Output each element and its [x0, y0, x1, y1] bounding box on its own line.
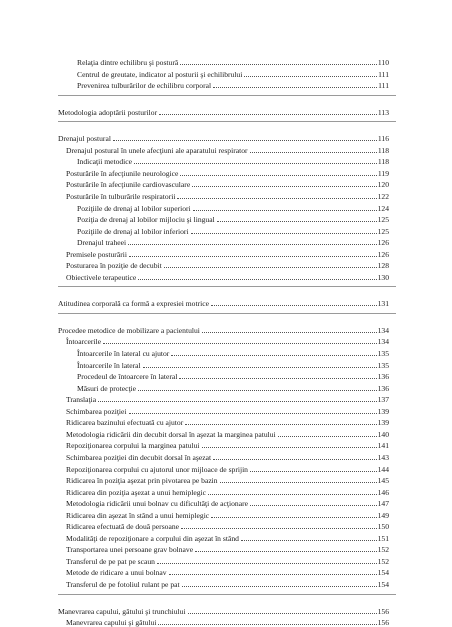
- toc-entry-page-number: 136: [377, 372, 389, 382]
- toc-entry-page-number: 111: [378, 81, 389, 91]
- toc-entry: [66, 335, 389, 346]
- toc-entry: [77, 56, 389, 67]
- toc-entry: [58, 132, 389, 143]
- toc-entry-title: Ridicarea efectuată de două persoane: [66, 522, 179, 532]
- toc-entry-title: Procedeul de întoarcere în lateral: [77, 372, 178, 382]
- toc-entry-title: Transferul de pe fotoliul rulant pe pat: [66, 580, 180, 589]
- toc-entry: [66, 509, 389, 520]
- toc-entry: [58, 297, 389, 308]
- dot-leader: [250, 505, 377, 506]
- dot-leader: [202, 332, 377, 333]
- toc-entry: [66, 520, 389, 531]
- toc-entry: [66, 555, 389, 566]
- dot-leader: [211, 517, 376, 518]
- toc-entry-title: Drenajul traheei: [77, 238, 127, 248]
- toc-entry-page-number: 131: [377, 299, 389, 309]
- toc-entry-page-number: 143: [377, 452, 389, 462]
- toc-entry-title: Prevenirea tulburărilor de echilibru corporal: [77, 81, 212, 91]
- toc-entry-title: Transportarea unei persoane grav bolnave: [66, 545, 194, 555]
- toc-entry-title: Repoziţionarea corpului la marginea patului: [66, 441, 200, 451]
- toc-entry-page-number: 139: [377, 406, 389, 416]
- toc-entry-title: Metode de ridicare a unui bolnav: [66, 568, 167, 578]
- toc-entry: [77, 359, 389, 370]
- dot-leader: [182, 586, 377, 587]
- toc-entry-page-number: 118: [377, 145, 389, 155]
- toc-entry: [77, 236, 389, 247]
- dot-leader: [180, 64, 377, 65]
- toc-entry-page-number: 135: [377, 360, 389, 370]
- toc-entry-title: Schimbarea poziţiei din decubit dorsal în aşezat: [66, 452, 212, 462]
- toc-entry: [77, 370, 389, 381]
- toc-entry-page-number: 141: [377, 441, 389, 451]
- toc-entry-title: Ridicarea bazinului efectuată cu ajutor: [66, 418, 184, 428]
- toc-entry: [77, 213, 389, 224]
- toc-entry-page-number: 147: [377, 499, 389, 509]
- toc-entry: [66, 248, 389, 259]
- toc-entry-title: Posturările în afecţiunile cardiovasculare: [66, 180, 191, 190]
- toc-entry-page-number: 126: [377, 249, 389, 259]
- toc-entry: [77, 68, 389, 79]
- toc-entry: [66, 271, 389, 282]
- toc-entry: [77, 79, 389, 90]
- toc-entry-title: Drenajul postural în unele afecţiuni ale aparatului respirator: [66, 145, 248, 155]
- dot-leader: [169, 574, 377, 575]
- toc-entry-page-number: 156: [377, 606, 389, 616]
- toc-entry: [66, 543, 389, 554]
- toc-entry-title: Ridicarea în poziţia aşezat prin pivotarea pe bazin: [66, 476, 218, 486]
- dot-leader: [134, 163, 377, 164]
- toc-entry-page-number: 120: [377, 180, 389, 190]
- toc-entry: [66, 616, 389, 627]
- dot-leader: [129, 413, 377, 414]
- toc-entry-page-number: 110: [377, 58, 389, 67]
- dot-leader: [164, 267, 377, 268]
- dot-leader: [193, 210, 377, 211]
- toc-entry-page-number: 135: [377, 349, 389, 358]
- dot-leader: [138, 390, 377, 391]
- toc-entry-page-number: 134: [377, 325, 389, 335]
- toc-entry-page-number: 113: [377, 107, 389, 117]
- toc-entry-title: Procedee metodice de mobilizare a pacientului: [58, 325, 200, 335]
- toc-entry: [66, 416, 389, 427]
- toc-entry: [66, 451, 389, 462]
- dot-leader: [191, 233, 377, 234]
- toc-entry: [77, 225, 389, 236]
- dot-leader: [159, 114, 377, 115]
- toc-entry-title: Modalităţi de repoziţionare a corpului din aşezat în stând: [66, 533, 239, 543]
- toc-entry-page-number: 130: [377, 272, 389, 282]
- toc-entry-page-number: 116: [377, 134, 389, 144]
- dot-leader: [143, 367, 377, 368]
- toc-entry-page-number: 154: [377, 580, 389, 589]
- dot-leader: [98, 401, 377, 402]
- toc-entry: [66, 428, 389, 439]
- toc-entry-page-number: 126: [377, 238, 389, 248]
- toc-entry-page-number: 156: [377, 618, 389, 627]
- dot-leader: [217, 221, 377, 222]
- toc-entry-title: Ridicarea din aşezat în stând a unui hemiplegic: [66, 510, 210, 520]
- toc-entry-page-number: 139: [377, 418, 389, 428]
- dot-leader: [129, 256, 377, 257]
- section-divider: [58, 286, 396, 287]
- dot-leader: [158, 624, 376, 625]
- dot-leader: [250, 471, 377, 472]
- dot-leader: [113, 140, 377, 141]
- toc-entry-title: Transferul de pe pat pe scaun: [66, 556, 155, 566]
- toc-entry-page-number: 125: [377, 226, 389, 236]
- dot-leader: [220, 482, 377, 483]
- toc-entry-page-number: 151: [377, 533, 389, 543]
- toc-entry-title: Atitudinea corporală ca formă a expresiei motrice: [58, 299, 209, 309]
- section-divider: [58, 313, 396, 314]
- toc-entry: [77, 155, 389, 166]
- toc-entry-title: Centrul de greutate, indicator al posturii şi echilibrului: [77, 69, 243, 79]
- toc-entry-page-number: 124: [377, 203, 389, 213]
- toc-entry-title: Drenajul postural: [58, 134, 111, 144]
- toc-entry-title: Relaţia dintre echilibru şi postură: [77, 58, 179, 67]
- toc-entry: [66, 393, 389, 404]
- toc-entry-title: Posturările în afecţiunile neurologice: [66, 168, 179, 178]
- toc-entry-page-number: 128: [377, 261, 389, 271]
- dot-leader: [138, 279, 376, 280]
- toc-entry: [58, 106, 389, 117]
- toc-entry-title: Repoziţionarea corpului cu ajutorul unor mijloace de sprijin: [66, 464, 248, 474]
- toc-entry-title: Poziţia de drenaj al lobilor mijlociu şi lingual: [77, 215, 215, 225]
- toc-entry: [66, 178, 389, 189]
- toc-entry-page-number: 119: [377, 168, 389, 178]
- dot-leader: [211, 305, 377, 306]
- dot-leader: [192, 186, 376, 187]
- toc-entry-title: Metodologia adoptării posturilor: [58, 107, 158, 117]
- dot-leader: [177, 198, 376, 199]
- toc-entry: [66, 474, 389, 485]
- dot-leader: [103, 343, 377, 344]
- dot-leader: [278, 436, 377, 437]
- toc-entry: [77, 382, 389, 393]
- dot-leader: [195, 551, 377, 552]
- dot-leader: [244, 76, 377, 77]
- toc-entry-page-number: 146: [377, 487, 389, 497]
- toc-entry-title: Poziţiile de drenaj al lobilor superiori: [77, 203, 191, 213]
- dot-leader: [171, 355, 376, 356]
- toc-entry-title: Obiectivele terapeutice: [66, 272, 137, 282]
- toc-entry-page-number: 145: [377, 476, 389, 486]
- toc-entry: [66, 486, 389, 497]
- dot-leader: [213, 459, 377, 460]
- dot-leader: [179, 378, 376, 379]
- toc-entry: [66, 190, 389, 201]
- section-divider: [58, 594, 396, 595]
- toc-entry-title: Manevrarea capului şi gâtului: [66, 618, 157, 627]
- toc-entry-title: Întoarcerile în lateral: [77, 360, 141, 370]
- toc-entry-title: Manevrarea capului, gâtului şi trunchiului: [58, 606, 186, 616]
- toc-entry-title: Ridicarea din poziţia aşezat a unui hemiplegic: [66, 487, 207, 497]
- toc-entry-page-number: 149: [377, 510, 389, 520]
- section-divider: [58, 121, 396, 122]
- dot-leader: [188, 613, 377, 614]
- toc-entry-title: Premisele posturării: [66, 249, 127, 259]
- toc-entry-page-number: 122: [377, 191, 389, 201]
- dot-leader: [181, 528, 377, 529]
- toc-entry-page-number: 152: [377, 556, 389, 566]
- dot-leader: [180, 175, 377, 176]
- toc-entry: [66, 532, 389, 543]
- toc-entry-page-number: 111: [378, 69, 389, 79]
- toc-entry-page-number: 154: [377, 568, 389, 578]
- toc-entry-title: Poziţiile de drenaj al lobilor inferiori: [77, 226, 189, 236]
- toc-entry: [66, 497, 389, 508]
- toc-entry: [66, 144, 389, 155]
- dot-leader: [185, 424, 376, 425]
- toc-entry-title: Întoarcerile în lateral cu ajutor: [77, 349, 170, 358]
- dot-leader: [250, 152, 377, 153]
- toc-entry-page-number: 125: [377, 215, 389, 225]
- toc-entry-page-number: 150: [377, 522, 389, 532]
- toc-entry: [58, 605, 389, 616]
- toc-entry-title: Translaţia: [66, 395, 97, 405]
- toc-entry: [66, 405, 389, 416]
- dot-leader: [202, 447, 377, 448]
- toc-entry-page-number: 118: [377, 157, 389, 167]
- dot-leader: [208, 494, 377, 495]
- toc-entry-page-number: 134: [377, 337, 389, 347]
- toc-entry: [66, 167, 389, 178]
- toc-entry-title: Măsuri de protecţie: [77, 383, 137, 393]
- section-divider: [58, 95, 396, 96]
- dot-leader: [213, 87, 377, 88]
- dot-leader: [128, 244, 376, 245]
- toc-entry: [66, 566, 389, 577]
- toc-entry-page-number: 144: [377, 464, 389, 474]
- toc-entry-page-number: 140: [377, 429, 389, 439]
- toc-entry-page-number: 136: [377, 383, 389, 393]
- toc-entry: [66, 463, 389, 474]
- dot-leader: [241, 540, 377, 541]
- toc-entry: [77, 202, 389, 213]
- toc-entry-page-number: 137: [377, 395, 389, 405]
- toc-entry: [58, 324, 389, 335]
- toc-entry-title: Indicaţii metodice: [77, 157, 133, 167]
- toc-entry-title: Întoarcerile: [66, 337, 101, 347]
- toc-entry: [77, 347, 389, 358]
- toc-entry-title: Schimbarea poziţiei: [66, 406, 127, 416]
- toc-entry-title: Posturările în tulburările respiratorii: [66, 191, 176, 201]
- toc-entry-title: Metodologia ridicării unui bolnav cu dificultăţi de acţionare: [66, 499, 248, 509]
- toc-entry: [66, 439, 389, 450]
- toc-entry-page-number: 152: [377, 545, 389, 555]
- toc-entry: [66, 259, 389, 270]
- dot-leader: [157, 563, 377, 564]
- toc-entry-title: Metodologia ridicării din decubit dorsal în aşezat la marginea patului: [66, 429, 276, 439]
- toc-entry-title: Posturarea în poziţie de decubit: [66, 261, 162, 271]
